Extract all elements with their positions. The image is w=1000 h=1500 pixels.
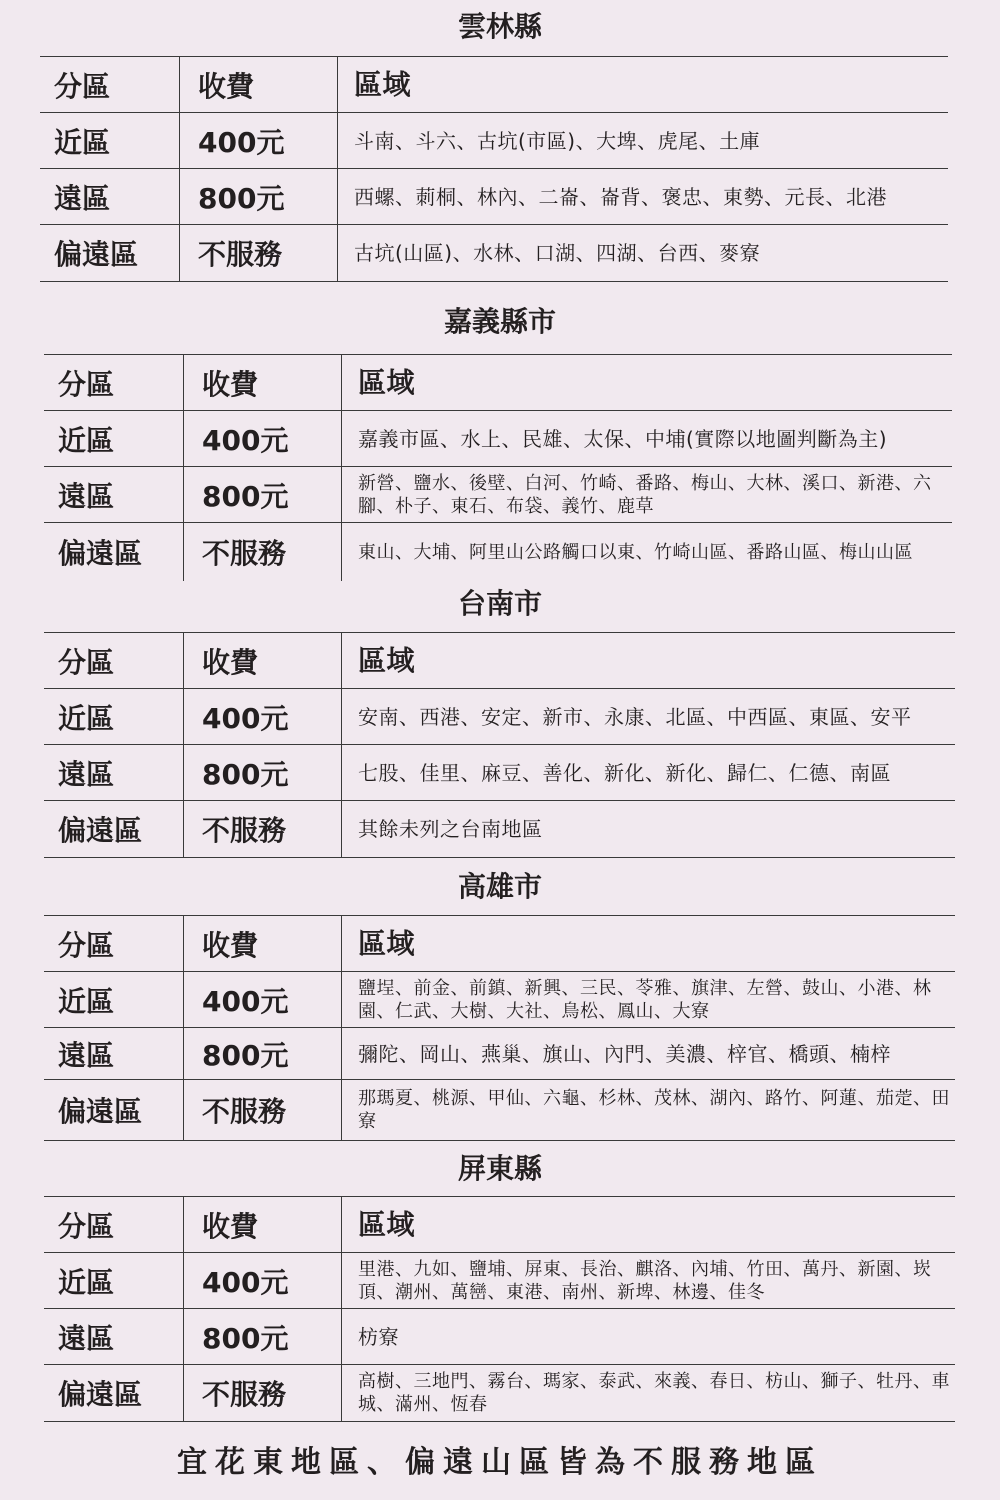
area-header: 區域: [354, 67, 412, 101]
fee-header: 收費: [184, 1197, 342, 1252]
fee-header: 收費: [184, 633, 342, 688]
county-title: 嘉義縣市: [443, 305, 556, 338]
zone-header: 分區: [44, 1197, 184, 1252]
fee-cell: 800元: [184, 467, 342, 522]
fee-cell: 400元: [184, 411, 342, 466]
area-cell: 高樹、三地門、霧台、瑪家、泰武、來義、春日、枋山、獅子、牡丹、車城、滿州、恆春: [358, 1371, 950, 1415]
area-cell: 安南、西港、安定、新市、永康、北區、中西區、東區、安平: [358, 704, 912, 729]
table-row: [40, 113, 948, 169]
fee-cell: 800元: [184, 1309, 342, 1364]
area-cell: 新營、鹽水、後壁、白河、竹崎、番路、梅山、大林、溪口、新港、六腳、朴子、東石、布袋、義竹、鹿草: [358, 472, 932, 517]
table-row: [44, 745, 955, 801]
table-row: [44, 467, 952, 523]
zone-cell: 近區: [44, 972, 184, 1027]
area-cell: 西螺、莿桐、林內、二崙、崙背、褒忠、東勢、元長、北港: [354, 184, 887, 209]
county-title: 台南市: [457, 587, 542, 620]
zone-cell: 遠區: [44, 1309, 184, 1364]
fee-cell: 400元: [184, 689, 342, 744]
table-row: [40, 225, 948, 281]
fee-table: [44, 632, 955, 858]
fee-cell: 400元: [180, 113, 338, 168]
fee-cell: 800元: [184, 1028, 342, 1079]
zone-cell: 偏遠區: [40, 225, 180, 281]
county-title: 雲林縣: [457, 10, 542, 43]
fee-cell: 不服務: [184, 801, 342, 857]
table-row: [44, 972, 955, 1028]
zone-cell: 偏遠區: [44, 1080, 184, 1140]
table-row: [44, 1080, 955, 1140]
table-row: [44, 1365, 955, 1421]
fee-table: [40, 56, 948, 282]
zone-cell: 遠區: [44, 467, 184, 522]
county-title: 高雄市: [457, 870, 542, 903]
table-header-row: [44, 633, 955, 689]
zone-cell: 近區: [40, 113, 180, 168]
zone-cell: 近區: [44, 1253, 184, 1308]
area-cell: 嘉義市區、水上、民雄、太保、中埔(實際以地圖判斷為主): [358, 426, 888, 451]
table-header-row: [44, 916, 955, 972]
table-header-row: [40, 57, 948, 113]
fee-cell: 800元: [184, 745, 342, 800]
zone-cell: 近區: [44, 689, 184, 744]
zone-header: 分區: [40, 57, 180, 112]
table-row: [44, 1028, 955, 1080]
table-row: [44, 801, 955, 857]
area-cell: 古坑(山區)、水林、口湖、四湖、台西、麥寮: [354, 241, 761, 265]
footer-note: 宜花東地區、偏遠山區皆為不服務地區: [177, 1445, 823, 1480]
zone-cell: 偏遠區: [44, 801, 184, 857]
area-header: 區域: [358, 643, 416, 677]
fee-header: 收費: [184, 916, 342, 971]
fee-table: [44, 354, 952, 581]
fee-table: [44, 1196, 955, 1422]
area-cell: 里港、九如、鹽埔、屏東、長治、麒洛、內埔、竹田、萬丹、新園、崁頂、潮州、萬巒、東港、南州、新埤、林邊、佳冬: [358, 1258, 932, 1303]
fee-header: 收費: [180, 57, 338, 112]
area-cell: 七股、佳里、麻豆、善化、新化、新化、歸仁、仁德、南區: [358, 760, 891, 785]
zone-cell: 遠區: [44, 745, 184, 800]
table-row: [44, 523, 952, 581]
fee-table: [44, 915, 955, 1141]
area-header: 區域: [358, 365, 416, 399]
area-cell: 枋寮: [358, 1324, 399, 1349]
area-cell: 那瑪夏、桃源、甲仙、六龜、杉林、茂林、湖內、路竹、阿蓮、茄萣、田寮: [358, 1088, 950, 1132]
table-row: [40, 169, 948, 225]
zone-cell: 偏遠區: [44, 523, 184, 581]
zone-cell: 偏遠區: [44, 1365, 184, 1421]
fee-cell: 不服務: [184, 523, 342, 581]
area-cell: 鹽埕、前金、前鎮、新興、三民、苓雅、旗津、左營、鼓山、小港、林園、仁武、大樹、大社、鳥松、鳳山、大寮: [358, 977, 932, 1022]
zone-header: 分區: [44, 916, 184, 971]
area-cell: 斗南、斗六、古坑(市區)、大埤、虎尾、土庫: [354, 128, 761, 153]
area-cell: 東山、大埔、阿里山公路觸口以東、竹崎山區、番路山區、梅山山區: [358, 541, 913, 563]
fee-cell: 400元: [184, 1253, 342, 1308]
zone-cell: 遠區: [44, 1028, 184, 1079]
area-cell: 彌陀、岡山、燕巢、旗山、內門、美濃、梓官、橋頭、楠梓: [358, 1041, 891, 1066]
fee-header: 收費: [184, 355, 342, 410]
area-header: 區域: [358, 1207, 416, 1241]
area-header: 區域: [358, 926, 416, 960]
table-header-row: [44, 1197, 955, 1253]
zone-cell: 遠區: [40, 169, 180, 224]
table-header-row: [44, 355, 952, 411]
zone-header: 分區: [44, 355, 184, 410]
fee-cell: 不服務: [184, 1365, 342, 1421]
area-cell: 其餘未列之台南地區: [358, 817, 543, 841]
fee-cell: 800元: [180, 169, 338, 224]
table-row: [44, 689, 955, 745]
fee-cell: 400元: [184, 972, 342, 1027]
fee-cell: 不服務: [184, 1080, 342, 1140]
table-row: [44, 1253, 955, 1309]
fee-cell: 不服務: [180, 225, 338, 281]
zone-cell: 近區: [44, 411, 184, 466]
table-row: [44, 411, 952, 467]
table-row: [44, 1309, 955, 1365]
county-title: 屏東縣: [457, 1152, 542, 1185]
zone-header: 分區: [44, 633, 184, 688]
